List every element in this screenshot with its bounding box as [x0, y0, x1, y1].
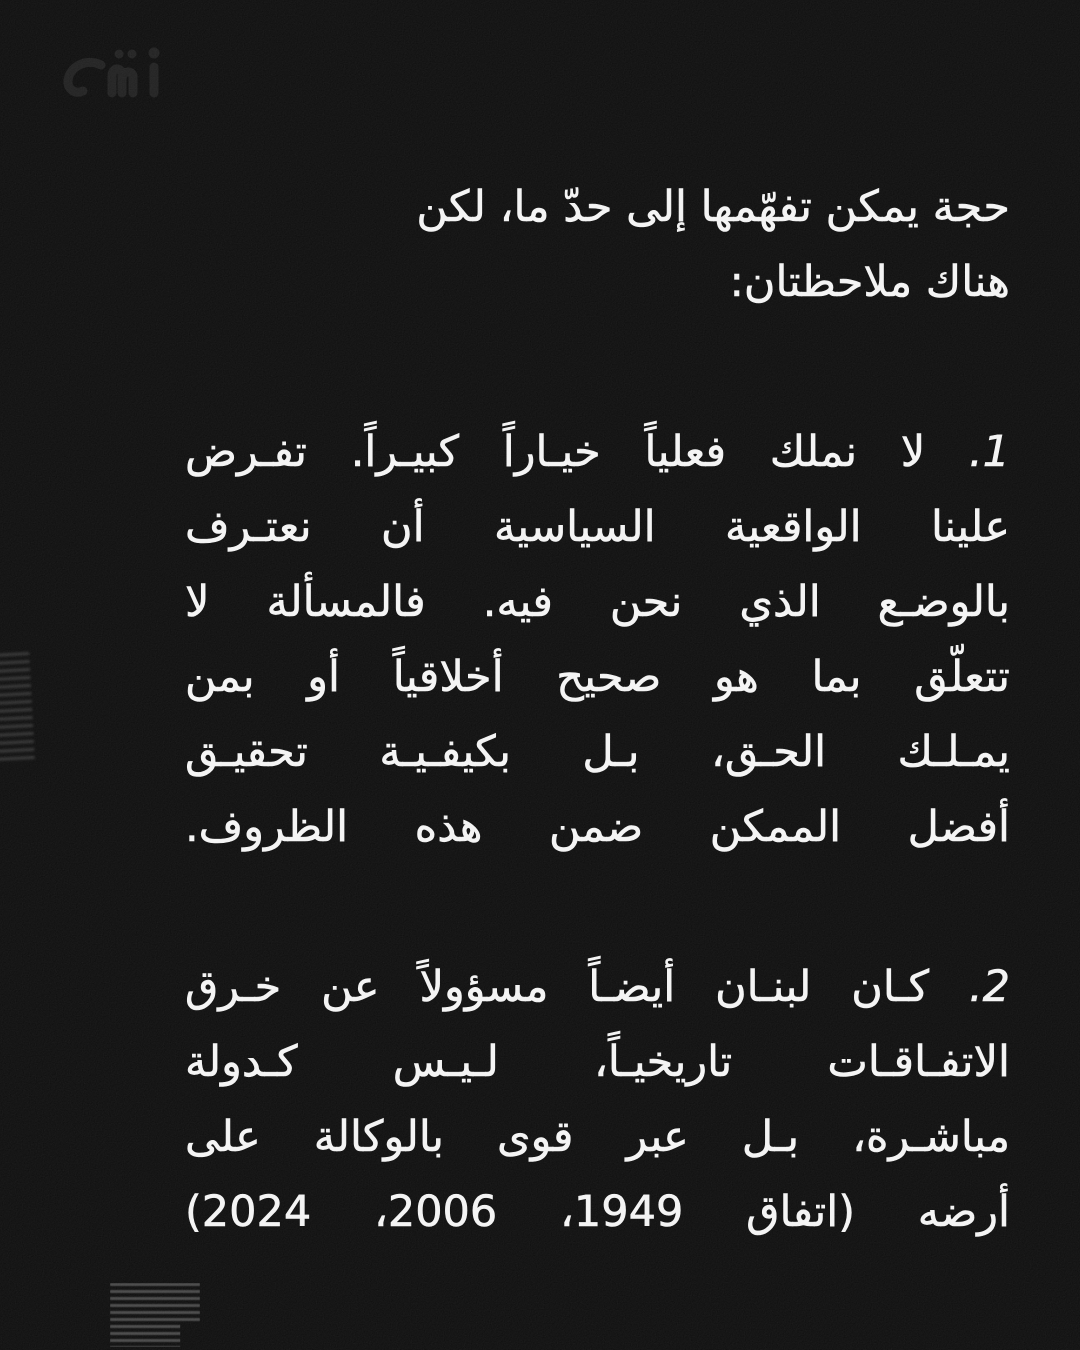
post-text-column: [185, 0, 1010, 1250]
brand-logo-icon: [57, 44, 169, 104]
intro-line-1: حجة يمكن تفهّمها إلى حدّ ما، لكن: [416, 182, 1010, 232]
point-1-number: 1.: [968, 427, 1011, 477]
point-2-line-3: مباشـرة، بـل عبر قوى بالوكالة على: [185, 1112, 1010, 1162]
intro-line-2: هناك ملاحظتان:: [729, 257, 1010, 307]
point-1-line-1: [185, 415, 1010, 490]
point-1-line-2: علينا الواقعية السياسية أن نعتـرف: [185, 502, 1010, 552]
faint-text-artifact-left: [0, 652, 35, 762]
intro-paragraph: [185, 170, 1010, 320]
faint-text-artifact-bottom: [110, 1283, 200, 1347]
numbered-point-2: [185, 950, 1010, 1250]
numbered-point-1: [185, 415, 1010, 865]
point-2-number: 2.: [968, 962, 1010, 1012]
point-1-line-3: بالوضـع الذي نحن فيه. فالمسألة لا: [185, 577, 1010, 627]
point-2-line-2: الاتفـاقـات تاريخيـاً، لـيـس كـدولة: [185, 1037, 1010, 1087]
point-2-line-1-text: كـان لبنـان أيضـاً مسؤولاً عن خـرق: [185, 962, 930, 1012]
point-1-line-5: يمـلـك الحـق، بـل بكيفـيـة تحقيـق: [185, 727, 1010, 777]
point-2-line-4: أرضه (اتفاق 1949، 2006، 2024): [185, 1187, 1011, 1237]
point-1-line-1-text: لا نملك فعلياً خيـاراً كبيـراً. تفـرض: [185, 427, 926, 477]
point-1-line-4: تتعلّق بما هو صحيح أخلاقياً أو بمن: [185, 652, 1010, 702]
point-2-line-1: [185, 950, 1010, 1025]
point-1-line-6: أفضل الممكن ضمن هذه الظروف.: [185, 802, 1010, 852]
